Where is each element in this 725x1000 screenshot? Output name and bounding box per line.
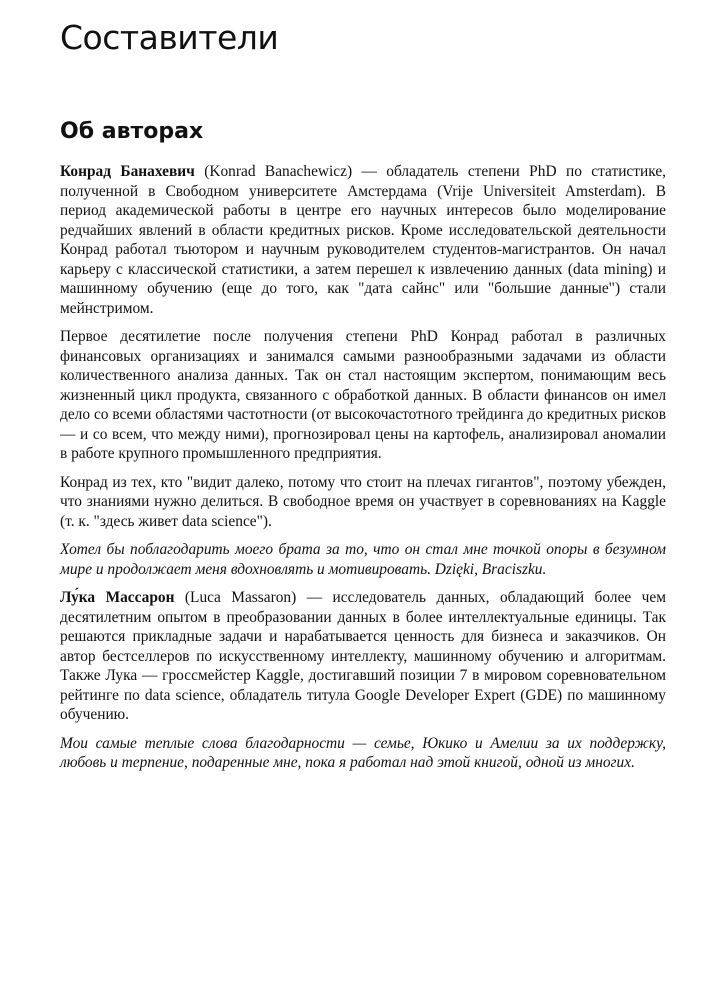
paragraph-banachewicz-kaggle: Конрад из тех, кто "видит далеко, потому что стоит на плечах гигантов", поэтому убежден, что знаниями нужно делиться. В свободное время он участвует в соревнованиях на Kaggle (т. к. "здесь живет data science"). bbox=[60, 473, 666, 530]
paragraph-banachewicz-bio bbox=[60, 162, 666, 318]
paragraph-text: (Konrad Banachewicz) — обладатель степени PhD по статистике, полученной в Свободном университете Амстердама (Vrije Universiteit Amsterdam). В период академической работы в центре его научных интересов было моделирование редчайших явлений в области кредитных рисков. Кроме исследовательской деятельности Конрад работал тьютором и научным руководителем студентов-магистрантов. Он начал карьеру с классической статистики, а затем перешел к извлечению данных (data mining) и машинному обучению (еще до того, как "дата сайнс" или "большие данные") стали мейнстримом. bbox=[60, 163, 666, 317]
document-page bbox=[60, 0, 666, 782]
paragraph-text: (Luca Massaron) — исследователь данных, обладающий более чем десятилетним опытом в преобразовании данных в более интеллектуальные единицы. Так решаются прикладные задачи и нарабатывается ценность для бизнеса и заказчиков. Он автор бестселлеров по искусственному интеллекту, машинному обучению и алгоритмам. Также Лука — гроссмейстер Kaggle, достигавший позиции 7 в мировом соревновательном рейтинге по data science, обладатель титула Google Developer Expert (GDE) по машинному обучению. bbox=[60, 589, 666, 723]
paragraph-banachewicz-acknowledgement: Хотел бы поблагодарить моего брата за то, что он стал мне точкой опоры в безумном мире и продолжает меня вдохновлять и мотивировать. Dzięki, Braciszku. bbox=[60, 541, 666, 578]
paragraph-massaron-bio bbox=[60, 588, 666, 725]
chapter-title: Составители bbox=[60, 18, 279, 57]
paragraph-massaron-acknowledgement: Мои самые теплые слова благодарности — семье, Юкико и Амелии за их поддержку, любовь и терпение, подаренные мне, пока я работал над этой книгой, одной из многих. bbox=[60, 734, 666, 771]
author-name-banachewicz: Конрад Банахевич bbox=[60, 163, 195, 180]
section-title: Об авторах bbox=[60, 119, 204, 144]
author-name-massaron: Лу́ка Массарон bbox=[60, 589, 175, 606]
body-text bbox=[60, 162, 666, 773]
paragraph-banachewicz-career: Первое десятилетие после получения степени PhD Конрад работал в различных финансовых организациях и занимался самыми разнообразными задачами из области количественного анализа данных. Так он стал настоящим экспертом, понимающим весь жизненный цикл продукта, связанного с обработкой данных. В области финансов он имел дело со всеми областями частотности (от высокочастотного трейдинга до кредитных рисков — и со всем, что между ними), прогнозировал цены на картофель, анализировал аномалии в работе крупного промышленного предприятия. bbox=[60, 328, 666, 462]
